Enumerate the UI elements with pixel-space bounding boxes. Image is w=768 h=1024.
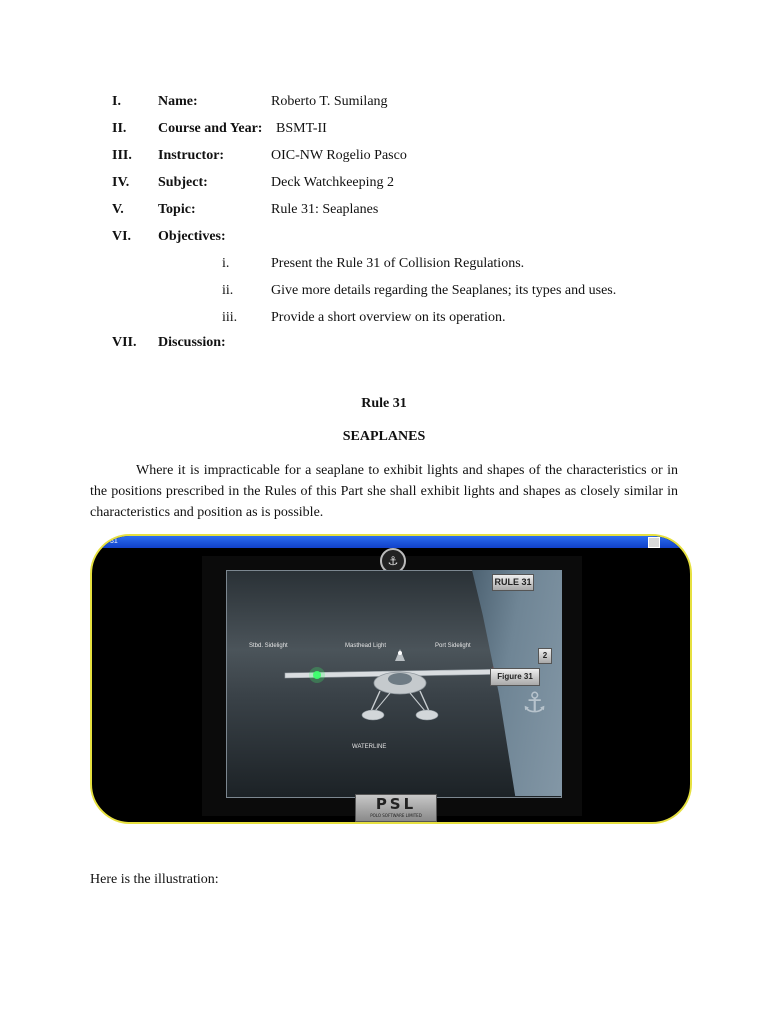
label-masthead-light: Masthead Light — [345, 643, 387, 649]
row-number: II. — [112, 121, 127, 136]
psl-logo — [355, 794, 437, 822]
figure-plate-button[interactable]: Figure 31 — [490, 668, 540, 686]
anchor-icon: ⚓ — [522, 686, 548, 719]
rule-title: SEAPLANES — [342, 429, 426, 444]
logo-subtext: POLO SOFTWARE LIMITED — [370, 813, 422, 818]
page-plate-button[interactable]: 2 — [538, 648, 552, 664]
row-number: I. — [112, 94, 121, 109]
row-label: Discussion: — [158, 335, 226, 350]
label-port-sidelight: Port Sidelight — [435, 643, 471, 649]
label-waterline: WATERLINE — [352, 744, 387, 750]
objective-number: iii. — [222, 310, 238, 325]
rule-plate: RULE 31 — [492, 574, 534, 591]
medallion-icon: ⚓ — [380, 548, 406, 574]
label-starboard-sidelight: Stbd. Sidelight — [249, 643, 288, 649]
row-value: OIC-NW Rogelio Pasco — [271, 148, 407, 163]
illustration-frame — [90, 534, 692, 824]
row-value: Roberto T. Sumilang — [271, 94, 388, 109]
illustration-caption: Here is the illustration: — [90, 872, 219, 887]
row-label: Name: — [158, 94, 198, 109]
rule-text: Where it is impracticable for a seaplane to exhibit lights and shapes of the characteristics or in the positions prescribed in the Rules of this Part she shall exhibit lights and shapes as closely similar in characteristics and position as is possible. — [90, 463, 678, 520]
window-title: 31 — [110, 538, 118, 545]
row-label: Instructor: — [158, 148, 225, 163]
row-number: III. — [112, 148, 132, 163]
window-titlebar — [92, 536, 690, 548]
row-label: Course and Year: — [158, 121, 263, 136]
objective-number: ii. — [222, 283, 234, 298]
window-minimize-button[interactable] — [648, 537, 660, 548]
row-number: IV. — [112, 175, 130, 190]
rule-number: Rule 31 — [361, 396, 407, 411]
row-value: Rule 31: Seaplanes — [271, 202, 379, 217]
row-label: Objectives: — [158, 229, 226, 244]
objective-text: Give more details regarding the Seaplanes; its types and uses. — [271, 283, 617, 298]
row-value: Deck Watchkeeping 2 — [271, 175, 395, 190]
row-number: V. — [112, 202, 124, 217]
row-label: Subject: — [158, 175, 208, 190]
row-number: VI. — [112, 229, 132, 244]
objective-text: Present the Rule 31 of Collision Regulations. — [271, 256, 525, 271]
objective-text: Provide a short overview on its operation. — [271, 310, 506, 325]
row-label: Topic: — [158, 202, 196, 217]
logo-text: PSL — [375, 795, 417, 813]
objective-number: i. — [222, 256, 230, 271]
seaplane-icon — [275, 641, 525, 731]
row-number: VII. — [112, 335, 137, 350]
row-value: BSMT-II — [276, 121, 327, 136]
